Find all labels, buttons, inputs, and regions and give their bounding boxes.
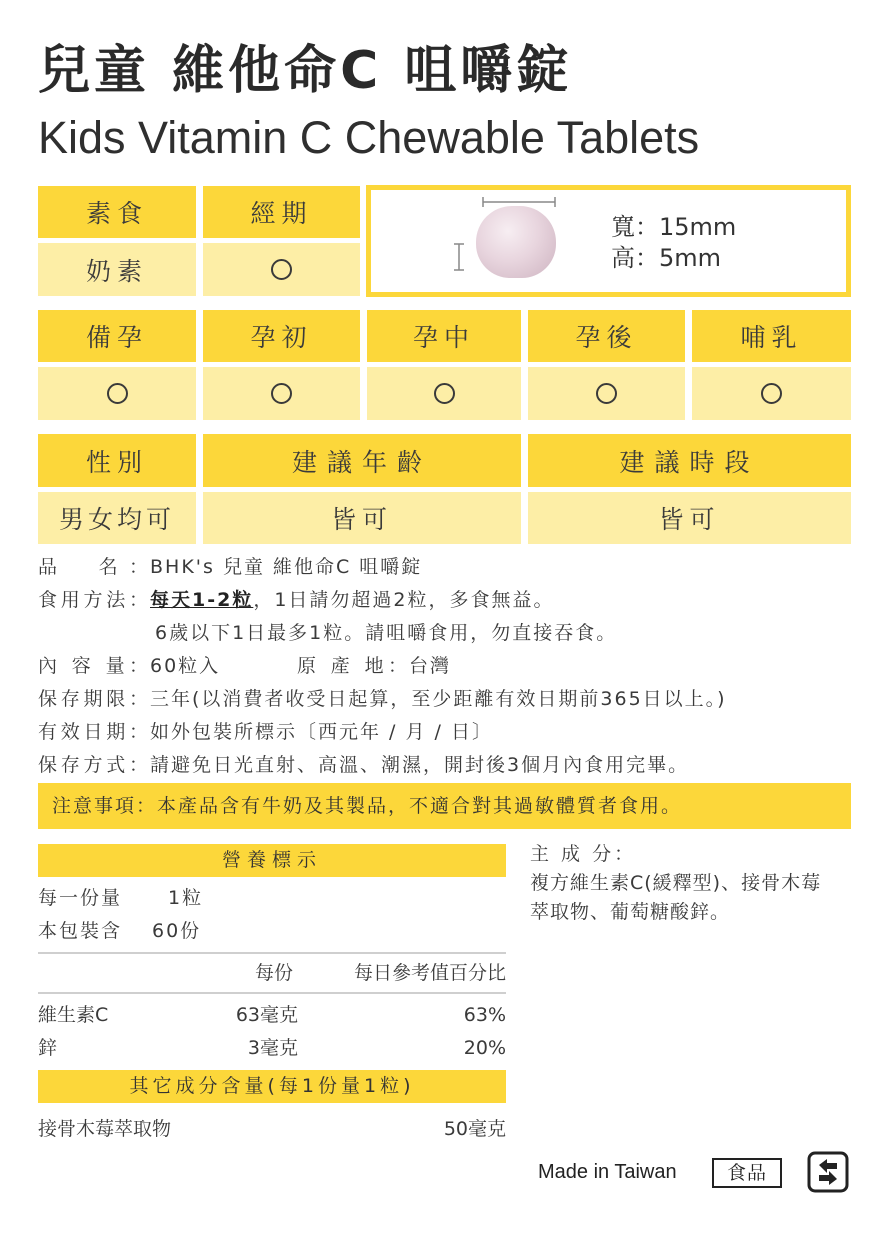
nutrient-amount: 63毫克 (235, 1004, 298, 1026)
notice-bar: 注意事項：本產品含有牛奶及其製品，不適合對其過敏體質者食用。 (38, 783, 851, 829)
made-in-taiwan: Made in Taiwan (538, 1161, 677, 1183)
product-name-row (38, 553, 422, 581)
divider (38, 952, 506, 954)
circle-icon (107, 383, 128, 404)
usage-row (38, 586, 555, 614)
servings-per-package-value: 60份 (152, 920, 202, 942)
food-mark: 食品 (712, 1158, 782, 1188)
late-pregnancy-header: 孕後 (528, 310, 685, 362)
breastfeeding-ok (692, 367, 851, 420)
tablet-height: 高：5mm (611, 244, 722, 272)
servings-per-package-label: 本包裝含 (38, 920, 123, 942)
serving-size-row (38, 883, 203, 913)
daily-value-column-header: 每日參考值百分比 (353, 962, 506, 984)
breastfeeding-header: 哺乳 (692, 310, 851, 362)
tablet-width: 寬：15mm (611, 213, 737, 241)
main-ingredients-line1: 複方維生素C(緩釋型)、接骨木莓 (530, 872, 822, 894)
product-title-zh: 兒童 維他命C 咀嚼錠 (38, 41, 573, 101)
nutrition-title: 營養標示 (38, 844, 506, 877)
main-ingredients-line2: 萃取物、葡萄糖酸鋅。 (530, 901, 731, 923)
servings-per-package-row (38, 916, 201, 946)
other-ingredients-title: 其它成分含量(每1份量1粒) (38, 1070, 506, 1103)
suggested-age-header: 建議年齡 (203, 434, 521, 487)
origin-label: 原 產 地： (297, 655, 409, 677)
circle-icon (271, 259, 292, 280)
early-pregnancy-ok (203, 367, 360, 420)
storage-label: 保存方式： (38, 754, 150, 776)
menstrual-header: 經期 (203, 186, 360, 238)
divider (38, 992, 506, 994)
expiry-row (38, 718, 493, 746)
mid-pregnancy-ok (367, 367, 521, 420)
circle-icon (434, 383, 455, 404)
expiry-label: 有效日期： (38, 721, 150, 743)
circle-icon (761, 383, 782, 404)
other-ingredient-amount: 50毫克 (443, 1118, 506, 1140)
menstrual-ok (203, 243, 360, 296)
preconception-header: 備孕 (38, 310, 196, 362)
nutrient-amount: 3毫克 (247, 1037, 298, 1059)
nutrient-daily-value: 63% (463, 1004, 506, 1026)
product-title-en: Kids Vitamin C Chewable Tablets (38, 112, 700, 163)
gender-header: 性別 (38, 434, 196, 487)
content-row (38, 652, 451, 680)
recycle-icon (807, 1151, 849, 1193)
suggested-age-value: 皆可 (203, 492, 521, 544)
preconception-ok (38, 367, 196, 420)
shelf-life-row (38, 685, 727, 713)
product-name-value: BHK's 兒童 維他命C 咀嚼錠 (150, 556, 423, 578)
storage-row (38, 751, 689, 779)
nutrient-name: 鋅 (38, 1037, 58, 1059)
late-pregnancy-ok (528, 367, 685, 420)
storage-value: 請避免日光直射、高溫、潮濕，開封後3個月內食用完畢。 (150, 754, 690, 776)
vegetarian-header: 素食 (38, 186, 196, 238)
usage-label: 食用方法： (38, 589, 150, 611)
mid-pregnancy-header: 孕中 (367, 310, 521, 362)
main-ingredients-label: 主 成 分： (530, 843, 637, 865)
per-serving-column-header: 每份 (255, 962, 294, 984)
circle-icon (271, 383, 292, 404)
expiry-value: 如外包裝所標示〔西元年 / 月 / 日〕 (150, 721, 493, 743)
serving-size-value: 1粒 (168, 887, 204, 909)
early-pregnancy-header: 孕初 (203, 310, 360, 362)
product-name-label: 品 名： (38, 556, 150, 578)
tablet-image (476, 206, 556, 278)
shelf-life-label: 保存期限： (38, 688, 150, 710)
height-dimension-icon (453, 242, 465, 272)
suggested-time-header: 建議時段 (528, 434, 851, 487)
table-row (38, 1000, 506, 1030)
content-label: 內 容 量： (38, 655, 150, 677)
serving-size-label: 每一份量 (38, 887, 123, 909)
content-value: 60粒入 (150, 655, 221, 677)
usage-highlight: 每天1-2粒 (150, 589, 254, 611)
usage-rest: ，1日請勿超過2粒，多食無益。 (253, 589, 555, 611)
origin-value: 台灣 (409, 655, 452, 677)
tablet-dimensions (611, 212, 736, 274)
suggested-time-value: 皆可 (528, 492, 851, 544)
nutrient-name: 維生素C (38, 1004, 109, 1026)
nutrient-daily-value: 20% (463, 1037, 506, 1059)
lacto-vegetarian-label: 奶素 (38, 243, 196, 296)
gender-value: 男女均可 (38, 492, 196, 544)
main-ingredients (530, 840, 821, 927)
table-row (38, 1033, 506, 1063)
circle-icon (596, 383, 617, 404)
other-ingredient-name: 接骨木莓萃取物 (38, 1118, 172, 1140)
tablet-size-box (366, 185, 851, 297)
usage-line2: 6歲以下1日最多1粒。請咀嚼食用，勿直接吞食。 (155, 622, 618, 644)
shelf-life-value: 三年(以消費者收受日起算，至少距離有效日期前365日以上。) (150, 688, 727, 710)
